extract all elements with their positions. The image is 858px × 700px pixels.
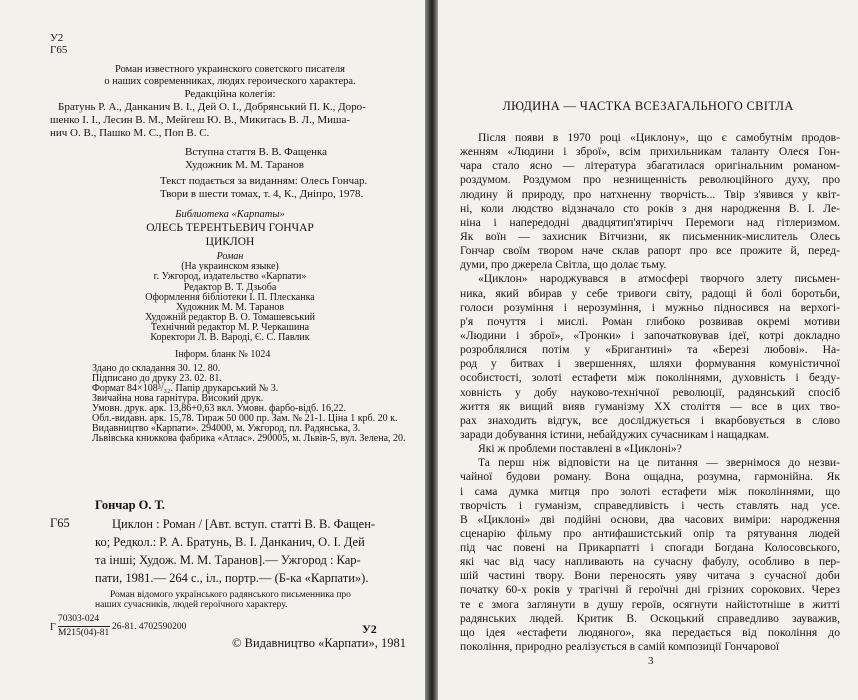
page-number: 3: [648, 655, 654, 667]
text-line: Після появи в 1970 році «Циклону», що є самобутнім продов-: [478, 131, 840, 144]
right-page: [438, 0, 858, 700]
imprint-line: Формат 84×108³/₃₂. Папір друкарський № 3.: [92, 383, 279, 394]
text-line: те є змога заглянути в душу героїв, осягнути найістотніше в житті: [460, 597, 840, 611]
text-line: р'я почуття і мислі. Роман глибоко розвивав окремі мотиви: [460, 314, 840, 328]
text-line: розроблялися потім у «Бригантині» та «Березі любові». На-: [460, 343, 840, 357]
publisher-line: г. Ужгород, издательство «Карпати»: [153, 271, 307, 282]
text-line: які час від часу напливають на сучасну фабулу, особливо в пер-: [460, 555, 840, 569]
text-line: особистості, золоті естафети між поколіннями, духовність і безду-: [460, 371, 840, 385]
text-line: роздумом. Роздумом про незнищенність революційного духу, про: [460, 173, 840, 187]
imprint-line: Видавництво «Карпати». 294000, м. Ужгород, пл. Радянська, 3.: [92, 423, 361, 434]
artist-credit: Художник М. М. Таранов: [185, 159, 304, 171]
author-name: ОЛЕСЬ ТЕРЕНТЬЕВИЧ ГОНЧАР: [146, 222, 314, 234]
staff-line: Технічний редактор М. Р. Черкашина: [150, 322, 310, 333]
text-line: думи, про джерела Світла, що долає тьму.: [460, 258, 667, 272]
text-line: В «Циклоні» дві подійні основи, два часових виміри: народження: [460, 512, 840, 526]
staff-line: Художній редактор В. О. Томашевський: [145, 312, 315, 323]
text-line: ніна і напередодні двадцятип'ятирічч Перемоги над гітлеризмом.: [460, 215, 840, 229]
staff-line: Коректори Л. В. Вароді, Є. С. Павлик: [150, 332, 310, 343]
isbn-denominator: М215(04)-81: [58, 628, 110, 638]
chapter-heading: ЛЮДИНА — ЧАСТКА ВСЕЗАГАЛЬНОГО СВІТЛА: [502, 99, 794, 113]
classification-code: У2: [50, 32, 64, 44]
isbn-letter: Г: [50, 622, 56, 633]
catalog-line: пати, 1981.— 264 с., іл., портр.— (Б-ка «Карпати»).: [95, 571, 369, 585]
text-line: заради добування істини, небайдужих сучасникам і нащадкам.: [460, 427, 770, 441]
staff-line: Оформлення бібліотеки І. П. Плесканка: [145, 292, 315, 303]
imprint-line: Обл.-видавн. арк. 15,78. Тираж 50 000 пр. Зам. № 21-1. Ціна 1 крб. 20 к.: [92, 413, 398, 424]
staff-line: Редактор В. Т. Дзьоба: [183, 282, 277, 293]
classification-code-2: Г65: [50, 44, 68, 56]
intro-line: Роман известного украинского советского писателя: [115, 64, 345, 75]
left-page: [0, 0, 425, 700]
text-line: ні, коли людство відзначало сто років з дня народження В. І. Ле-: [460, 201, 840, 215]
isbn-numerator: 70303-024: [58, 614, 100, 624]
text-line: чара стало ясно — література збагатилася оригінальним романом-: [460, 159, 840, 173]
board-line: Братунь Р. А., Данканич В. І., Дей О. І., Добрянський П. К., Доро-: [58, 101, 366, 113]
text-line: ника, який вбирав у себе тривоги світу, радощі й болі боротьби,: [460, 286, 840, 300]
text-line: людину й природу, про натхненну творчість... Твір з'явився у квіт-: [460, 187, 840, 201]
catalog-author: Гончар О. Т.: [95, 498, 165, 512]
catalog-line: Циклон : Роман / [Авт. вступ. статті В. В. Фащен-: [112, 517, 376, 531]
board-line: шенко І. І., Лесин В. М., Мейгеш Ю. В., Микитась В. Л., Мишa-: [50, 114, 351, 126]
genre: Роман: [216, 251, 244, 262]
board-title: Редакційна колегія:: [184, 88, 276, 100]
text-line: сценарію фільму про антифашистський опір та рятування людей: [460, 526, 840, 540]
text-line: початку 60-х років у трагічні й героїчні дні грізних сорокових. Через: [460, 583, 840, 597]
language-note: (На украинском языке): [181, 261, 279, 272]
intro-line: о наших современниках, людях героического характера.: [104, 76, 356, 87]
text-line: Які ж проблеми поставлені в «Циклоні»?: [478, 442, 682, 456]
source-line: Твори в шести томах, т. 4, К., Дніпро, 1978.: [160, 188, 364, 200]
series-name: Библиотека «Карпаты»: [175, 209, 285, 220]
catalog-note: Роман відомого українського радянського письменника про: [110, 590, 351, 600]
catalog-note: наших сучасників, людей героїчного характеру.: [95, 600, 288, 610]
text-line: «Людини і зброї», «Тронки» і започатковував ідеї, котрі докладно: [460, 328, 840, 342]
text-line: Та перш ніж відповісти на це питання — звернімося до незви-: [478, 456, 840, 470]
isbn-fraction-rule: [58, 626, 110, 627]
text-line: чайної будови роману. Вона ощадна, розумна, гармонійна. Як: [460, 470, 840, 484]
source-line: Текст подається за виданням: Олесь Гончар.: [160, 175, 368, 187]
index-code: У2: [362, 622, 377, 636]
text-line: Як воїн — захисник Вітчизни, як письменник-мислитель Олесь: [460, 230, 840, 243]
text-line: що ідея «естафети людяного», яка передається від покоління до: [460, 625, 840, 639]
text-line: радянських людей. Критик В. Оскоцький справедливо зауважив,: [460, 611, 840, 625]
isbn-tail: 26-81. 4702590200: [112, 622, 187, 632]
inform-number: Інформ. бланк № 1024: [175, 349, 271, 360]
text-line: життя як вищий вияв гуманізму XX століття — все в цих тво-: [460, 399, 840, 413]
text-line: Гончар своїм твором наче склав рапорт про все прожите й, перед-: [460, 244, 840, 258]
book-gutter: [425, 0, 438, 700]
text-line: творчість і гуманізм, справедливість і честь ставлять над усе.: [460, 498, 840, 512]
imprint-line: Звичайна нова гарнітура. Високий друк.: [92, 393, 264, 404]
text-line: голоси розуміння і нерозуміння, і мужньо підносився на верхогі-: [460, 300, 840, 314]
text-line: рах знаходить відгук, все досліджується і вкарбовується в слово: [460, 413, 840, 427]
text-line: женням «Людини і зброї», всім прихильникам таланту Олеся Гон-: [460, 145, 840, 159]
copyright: © Видавництво «Карпати», 1981: [232, 636, 406, 650]
text-line: «Циклон» народжувався в атмосфері творчого злету письмен-: [478, 272, 840, 286]
board-line: нич О. В., Пашко М. С., Поп В. С.: [50, 127, 210, 139]
staff-line: Художник М. М. Таранов: [175, 302, 285, 313]
catalog-line: та інші; Худож. М. М. Таранов].— Ужгород : Кар-: [95, 553, 361, 567]
text-line: род у битвах і звершеннях, шляхи формування комуністичної: [460, 357, 840, 371]
article-credit: Вступна стаття В. В. Фащенка: [185, 146, 328, 158]
catalog-code: Г65: [50, 516, 70, 530]
imprint-line: Здано до складання 30. 12. 80.: [92, 363, 221, 374]
text-line: покоління, природно реалізується в самій композиції Гончарової: [460, 640, 780, 653]
text-line: ховність у добу науково-технічної революції, радянський спосіб: [460, 385, 840, 399]
imprint-line: Умовн. друк. арк. 13,86+0,63 вкл. Умовн. фарбо-відб. 16,22.: [92, 403, 347, 414]
text-line: під час повені на Прикарпатті і спогади Богдана Колосовського,: [460, 541, 840, 554]
catalog-line: ко; Редкол.: Р. А. Братунь, В. І. Данканич, О. І. Дей: [95, 535, 365, 549]
imprint-line: Підписано до друку 23. 02. 81.: [92, 373, 222, 384]
imprint-line: Львівська книжкова фабрика «Атлас». 290005, м. Львів-5, вул. Зелена, 20.: [92, 433, 406, 444]
text-line: шій частині твору. Вони переносять уяву читача з сучасної доби: [460, 569, 840, 583]
book-title: ЦИКЛОН: [205, 236, 255, 248]
text-line: і сама думка митця про золоті естафети між поколіннями, що: [460, 484, 840, 498]
